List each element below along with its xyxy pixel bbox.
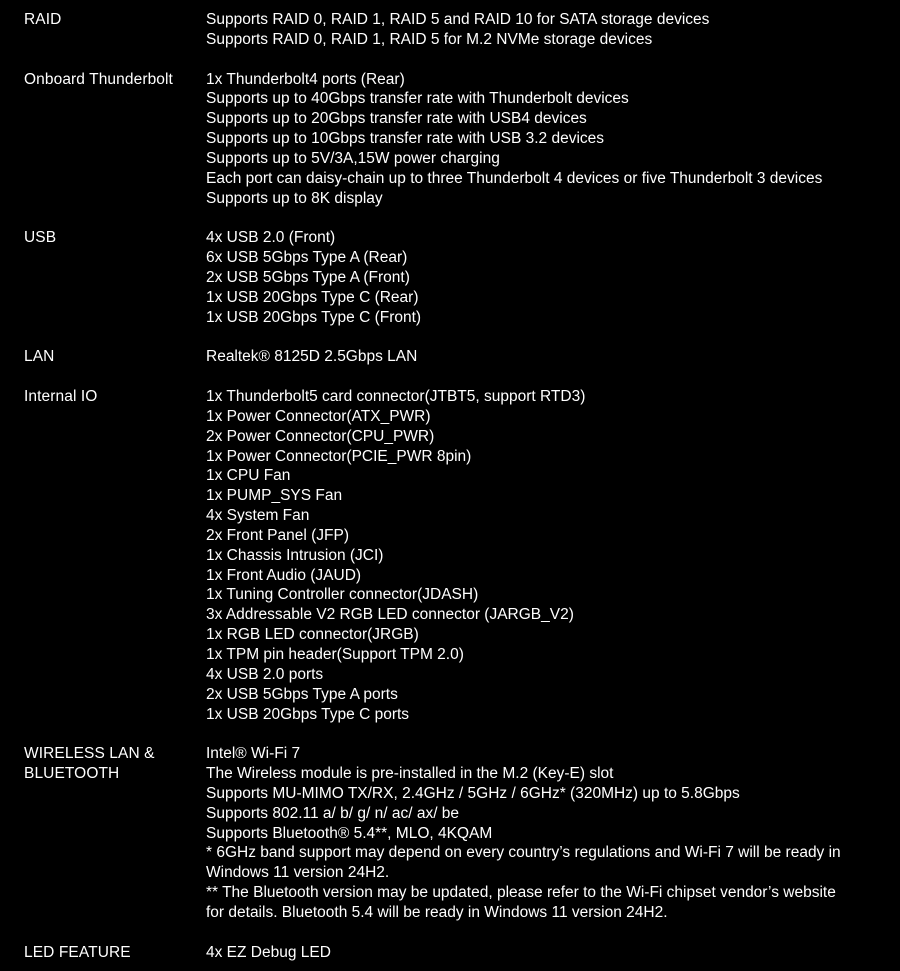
section-gap [0, 724, 900, 744]
spec-value-line: 1x Thunderbolt5 card connector(JTBT5, support RTD3) [206, 388, 586, 406]
spec-label-line: LAN [24, 348, 55, 366]
spec-value-line: 1x TPM pin header(Support TPM 2.0) [206, 646, 464, 663]
spec-value-line: 1x Power Connector(ATX_PWR) [206, 407, 431, 425]
spec-value-line: Supports Bluetooth® 5.4**, MLO, 4KQAM [206, 824, 493, 842]
spec-row [0, 347, 900, 367]
spec-value-line: 3x Addressable V2 RGB LED connector (JARGB_V2) [206, 606, 574, 624]
spec-label [0, 943, 206, 963]
spec-value-line: 2x USB 5Gbps Type A (Front) [206, 268, 410, 286]
spec-table [0, 10, 900, 963]
spec-value-line: 1x USB 20Gbps Type C (Rear) [206, 288, 419, 306]
spec-value-line: 1x USB 20Gbps Type C ports [206, 705, 410, 723]
spec-value-line: ** The Bluetooth version may be updated, please refer to the Wi-Fi chipset vendor’s website [206, 884, 836, 902]
spec-value-line: Supports 802.11 a/ b/ g/ n/ ac/ ax/ be [206, 804, 460, 822]
spec-values [206, 943, 900, 963]
spec-label [0, 347, 206, 367]
spec-label [0, 70, 206, 90]
spec-value-line: Supports up to 20Gbps transfer rate with USB4 devices [206, 110, 587, 128]
spec-value-line: 4x USB 2.0 ports [206, 665, 324, 683]
spec-label [0, 10, 206, 30]
spec-value-line: Supports up to 10Gbps transfer rate with USB 3.2 devices [206, 130, 605, 148]
spec-value-line: Supports MU-MIMO TX/RX, 2.4GHz / 5GHz / 6GHz* (320MHz) up to 5.8Gbps [206, 784, 740, 802]
spec-row [0, 228, 900, 327]
spec-value-line: 1x PUMP_SYS Fan [206, 487, 343, 505]
section-gap [0, 367, 900, 387]
section-gap [0, 50, 900, 70]
spec-values [206, 347, 900, 367]
spec-values [206, 228, 900, 327]
spec-row [0, 387, 900, 724]
spec-value-line: Supports RAID 0, RAID 1, RAID 5 for M.2 NVMe storage devices [206, 30, 653, 48]
spec-row [0, 744, 900, 923]
spec-value-line: 1x RGB LED connector(JRGB) [206, 626, 419, 644]
section-gap [0, 328, 900, 348]
spec-label [0, 228, 206, 248]
spec-value-line: Windows 11 version 24H2. [206, 864, 390, 882]
spec-values [206, 10, 900, 50]
spec-label-line: WIRELESS LAN & [24, 745, 155, 763]
spec-value-line: 2x Front Panel (JFP) [206, 526, 349, 544]
spec-value-line: 1x USB 20Gbps Type C (Front) [206, 308, 422, 326]
spec-value-line: Intel® Wi-Fi 7 [206, 745, 301, 763]
spec-label-line: USB [24, 229, 57, 247]
spec-row [0, 10, 900, 50]
spec-label [0, 744, 206, 784]
spec-value-line: Supports RAID 0, RAID 1, RAID 5 and RAID 10 for SATA storage devices [206, 11, 710, 28]
spec-value-line: 1x Front Audio (JAUD) [206, 566, 362, 584]
spec-label [0, 387, 206, 407]
spec-value-line: * 6GHz band support may depend on every country’s regulations and Wi-Fi 7 will be ready in [206, 844, 841, 862]
spec-value-line: 4x USB 2.0 (Front) [206, 229, 336, 247]
spec-value-line: 1x Tuning Controller connector(JDASH) [206, 586, 479, 604]
spec-value-line: 1x Thunderbolt4 ports (Rear) [206, 70, 405, 88]
spec-value-line: Supports up to 5V/3A,15W power charging [206, 149, 500, 167]
spec-row [0, 70, 900, 209]
spec-value-line: 1x Chassis Intrusion (JCI) [206, 546, 384, 564]
spec-value-line: Realtek® 8125D 2.5Gbps LAN [206, 348, 418, 366]
spec-value-line: Supports up to 40Gbps transfer rate with Thunderbolt devices [206, 90, 629, 108]
spec-value-line: Supports up to 8K display [206, 189, 383, 207]
section-gap [0, 208, 900, 228]
spec-value-line: 1x Power Connector(PCIE_PWR 8pin) [206, 447, 472, 465]
spec-label-line: LED FEATURE [24, 943, 131, 961]
spec-label-line: Internal IO [24, 388, 98, 406]
spec-value-line: 4x System Fan [206, 507, 310, 525]
spec-values [206, 387, 900, 724]
spec-value-line: Each port can daisy-chain up to three Thunderbolt 4 devices or five Thunderbolt 3 devices [206, 169, 823, 187]
spec-value-line: The Wireless module is pre-installed in the M.2 (Key-E) slot [206, 765, 614, 783]
spec-value-line: 6x USB 5Gbps Type A (Rear) [206, 249, 408, 267]
spec-values [206, 744, 900, 923]
section-gap [0, 923, 900, 943]
spec-value-line: 4x EZ Debug LED [206, 943, 331, 961]
spec-values [206, 70, 900, 209]
spec-value-line: for details. Bluetooth 5.4 will be ready in Windows 11 version 24H2. [206, 903, 668, 921]
spec-label-line: RAID [24, 11, 62, 28]
spec-value-line: 1x CPU Fan [206, 467, 291, 485]
spec-row [0, 943, 900, 963]
spec-value-line: 2x USB 5Gbps Type A ports [206, 685, 398, 703]
spec-label-line: Onboard Thunderbolt [24, 70, 173, 88]
spec-value-line: 2x Power Connector(CPU_PWR) [206, 427, 435, 445]
spec-label-line: BLUETOOTH [24, 765, 120, 783]
